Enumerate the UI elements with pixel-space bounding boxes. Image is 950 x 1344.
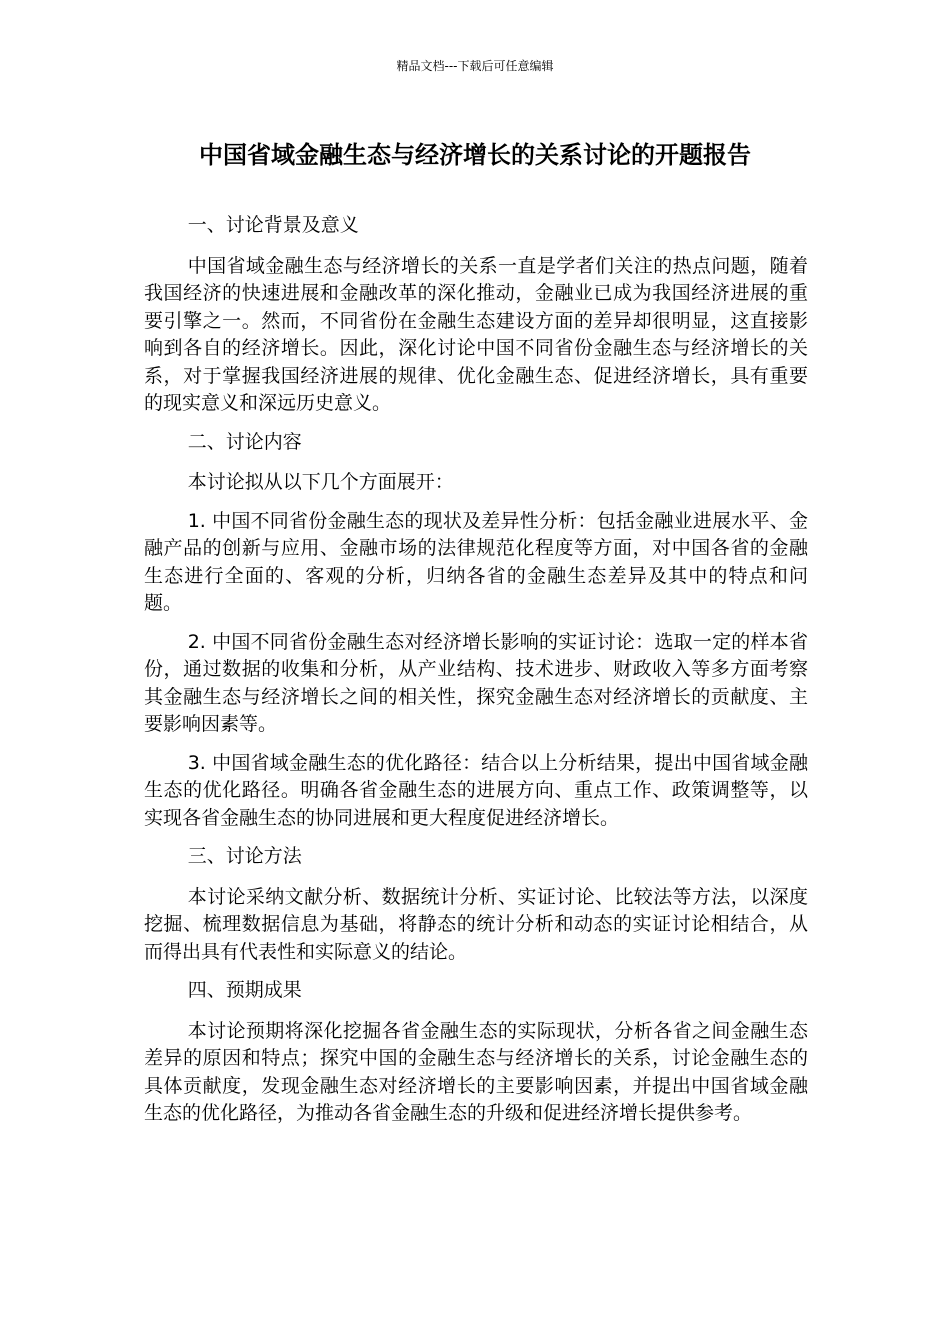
section-heading-content: 二、讨论内容	[187, 430, 302, 453]
list-item-content-1: 1. 中国不同省份金融生态的现状及差异性分析：包括金融业进展水平、金融产品的创新与应用、金融市场的法律规范化程度等方面，对中国各省的金融生态进行全面的、客观的分析，归纳各省的金融生态差异及其中的特点和问题。	[144, 509, 808, 614]
list-item-content-3: 3. 中国省域金融生态的优化路径：结合以上分析结果，提出中国省域金融生态的优化路径。明确各省金融生态的进展方向、重点工作、政策调整等，以实现各省金融生态的协同进展和更大程度促进经济增长。	[144, 751, 808, 829]
section-heading-methods: 三、讨论方法	[187, 845, 302, 867]
list-item-content-2: 2. 中国不同省份金融生态对经济增长影响的实证讨论：选取一定的样本省份，通过数据的收集和分析，从产业结构、技术进步、财政收入等多方面考察其金融生态与经济增长之间的相关性，探究金融生态对经济增长的贡献度、主要影响因素等。	[144, 630, 808, 735]
section-heading-background: 一、讨论背景及意义	[187, 214, 359, 236]
paragraph-background: 中国省域金融生态与经济增长的关系一直是学者们关注的热点问题，随着我国经济的快速进展和金融改革的深化推动，金融业已成为我国经济进展的重要引擎之一。然而，不同省份在金融生态建设方面的差异却很明显，这直接影响到各自的经济增长。因此，深化讨论中国不同省份金融生态与经济增长的关系，对于掌握我国经济进展的规律、优化金融生态、促进经济增长，具有重要的现实意义和深远历史意义。	[144, 254, 808, 414]
header-note: 精品文档---下载后可任意编辑	[396, 59, 554, 73]
paragraph-methods: 本讨论采纳文献分析、数据统计分析、实证讨论、比较法等方法，以深度挖掘、梳理数据信息为基础，将静态的统计分析和动态的实证讨论相结合，从而得出具有代表性和实际意义的结论。	[144, 885, 808, 963]
section-heading-outcomes: 四、预期成果	[187, 979, 302, 1001]
paragraph-content-intro: 本讨论拟从以下几个方面展开：	[187, 471, 454, 493]
document-title: 中国省域金融生态与经济增长的关系讨论的开题报告	[199, 141, 751, 169]
document-body	[144, 212, 808, 1139]
paragraph-outcomes: 本讨论预期将深化挖掘各省金融生态的实际现状，分析各省之间金融生态差异的原因和特点；探究中国的金融生态与经济增长的关系，讨论金融生态的具体贡献度，发现金融生态对经济增长的主要影响因素，并提出中国省域金融生态的优化路径，为推动各省金融生态的升级和促进经济增长提供参考。	[144, 1019, 808, 1124]
